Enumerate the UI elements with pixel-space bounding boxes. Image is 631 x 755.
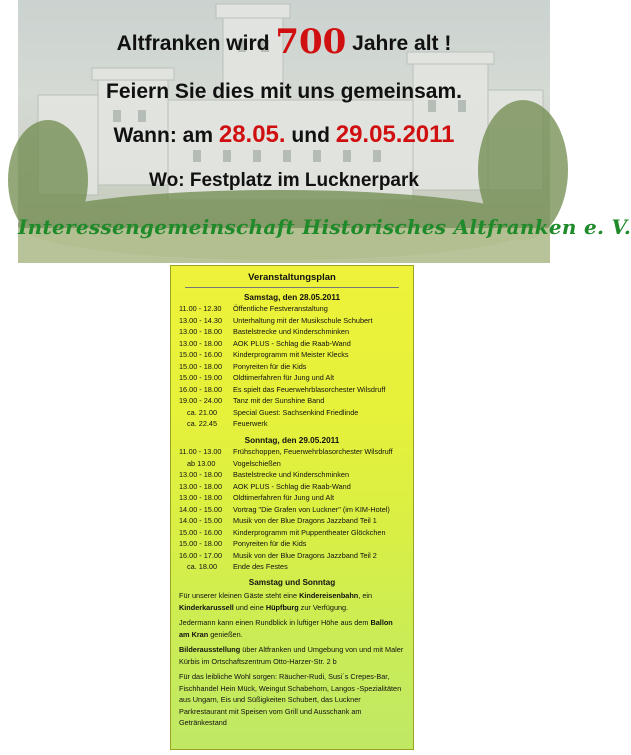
schedule-activity: Bastelstrecke und Kinderschminken [233,327,349,336]
schedule-time: ab 13.00 [187,458,216,468]
schedule-row [179,481,405,493]
text-part: zur Verfügung. [298,602,349,612]
schedule-activity: Ende des Festes [233,562,288,571]
schedule-time: 13.00 - 18.00 [179,481,223,491]
schedule-row [179,349,405,361]
schedule-activity: Kinderprogramm mit Puppentheater Glöckchen [233,527,386,537]
schedule-time: 16.00 - 17.00 [179,550,223,560]
anniversary-number: 700 [275,22,347,62]
schedule-row [179,458,405,470]
text-bold: Kindereisenbahn [299,591,359,600]
schedule-time: 11.00 - 12.30 [179,304,222,313]
headline-suffix: Jahre alt ! [346,32,452,55]
schedule-activity: Ponyreiten für die Kids [233,539,307,548]
date-saturday: 28.05. [218,121,286,148]
schedule-row [179,384,405,396]
schedule-time: 15.00 - 16.00 [179,350,223,359]
plan-title: Veranstaltungsplan [185,272,399,288]
schedule-time: 15.00 - 16.00 [179,527,223,537]
text-part: und eine [233,602,266,612]
text-part: genießen. [208,629,243,639]
organizer-name: Interessengemeinschaft Historisches Altfranken e. V. [18,215,631,239]
schedule-time: 19.00 - 24.00 [179,396,223,405]
exhibition-text [179,644,405,667]
headline-anniversary [18,22,550,62]
schedule-time: 15.00 - 19.00 [179,373,223,382]
schedule-row [179,361,405,373]
schedule-activity: Musik von der Blue Dragons Jazzband Teil 1 [233,516,377,525]
text-bold: Kinderkarussell [179,602,234,612]
dates-label: Wann: am [113,124,219,147]
schedule-activity: Special Guest: Sachsenkind Friedlinde [233,407,359,417]
schedule-row [179,303,405,315]
schedule-time: 15.00 - 18.00 [179,539,223,548]
schedule-row [179,492,405,504]
schedule-activity: Bastelstrecke und Kinderschminken [233,470,349,479]
schedule-activity: Es spielt das Feuerwehrblasorchester Wilsdruff [233,384,386,394]
text-part: Für unserer kleinen Gäste steht eine [179,591,300,600]
schedule-row [179,469,405,481]
schedule-poster [170,265,414,750]
banner [18,0,631,263]
schedule-row [179,326,405,338]
schedule-row [179,550,405,562]
schedule-row [179,418,405,430]
schedule-activity: Ponyreiten für die Kids [233,361,307,371]
schedule-time: 13.00 - 18.00 [179,338,223,348]
schedule-time: ca. 21.00 [187,407,218,417]
dates-and: und [285,124,336,147]
schedule-time: ca. 22.45 [187,419,218,428]
schedule-time: 14.00 - 15.00 [179,504,223,514]
schedule-activity: Vogelschießen [233,458,281,468]
schedule-time: 13.00 - 18.00 [179,327,223,336]
headline-invitation: Feiern Sie dies mit uns gemeinsam. [106,80,462,103]
schedule-activity: Tanz mit der Sunshine Band [233,396,325,405]
schedule-activity: Oldtimerfahren für Jung und Alt [233,493,334,502]
schedule-time: 13.00 - 18.00 [179,493,223,502]
schedule-activity: Oldtimerfahren für Jung und Alt [233,373,334,382]
schedule-row [179,395,405,407]
sunday-schedule [179,446,405,573]
text-bold: Ballon am Kran [179,618,393,639]
schedule-time: 15.00 - 18.00 [179,361,223,371]
schedule-time: ca. 18.00 [187,562,218,571]
schedule-time: 13.00 - 18.00 [179,470,223,479]
schedule-time: 14.00 - 15.00 [179,516,223,525]
schedule-row [179,561,405,573]
schedule-activity: Vortrag "Die Grafen von Luckner" (im KIM-Hotel) [233,504,390,514]
date-sunday: 29.05.2011 [335,121,455,148]
schedule-activity: Musik von der Blue Dragons Jazzband Teil 2 [233,550,377,560]
schedule-row [179,515,405,527]
schedule-row [179,372,405,384]
schedule-activity: Unterhaltung mit der Musikschule Schubert [233,315,373,325]
schedule-row [179,407,405,419]
schedule-row [179,538,405,550]
catering-text: Für das leibliche Wohl sorgen: Räucher-Rudi, Susi´s Crepes-Bar, Fischhandel Hein Mück, Weingut Schabehorn, Langos -Spezialitäten aus Ungarn, Eis und Süßigkeiten Schubert, das Luckner Parkrestaurant mit Speisen vom Grill und Ausschank am Getränkestand [179,672,402,727]
schedule-time: 13.00 - 14.30 [179,315,223,325]
schedule-row [179,315,405,327]
schedule-activity: AOK PLUS - Schlag die Raab-Wand [233,338,351,348]
both-days-title: Samstag und Sonntag [248,577,336,587]
saturday-schedule [179,303,405,430]
kids-attractions-text [179,590,405,613]
schedule-activity: Kinderprogramm mit Meister Klecks [233,350,349,359]
schedule-time: 11.00 - 13.00 [179,447,222,456]
text-bold: Bilderausstellung [179,645,241,654]
balloon-text [179,617,405,640]
schedule-activity: Frühschoppen, Feuerwehrblasorchester Wilsdruff [233,447,393,456]
sunday-title: Sonntag, den 29.05.2011 [244,435,340,445]
headline-prefix: Altfranken wird [116,32,276,55]
saturday-title: Samstag, den 28.05.2011 [243,292,341,302]
schedule-row [179,338,405,350]
event-dates [18,121,550,149]
schedule-row [179,446,405,458]
schedule-row [179,527,405,539]
schedule-activity: Öffentliche Festveranstaltung [233,304,328,313]
text-part: Jedermann kann einen Rundblick in luftiger Höhe aus dem [179,618,371,627]
text-part: über Altfranken und Umgebung von und mit Maler Kürbis im Ortschaftszentrum Otto-Harzer-Str. 2 b [179,645,404,666]
schedule-row [179,504,405,516]
schedule-activity: AOK PLUS - Schlag die Raab-Wand [233,481,351,491]
text-bold: Hüpfburg [265,602,299,612]
schedule-time: 16.00 - 18.00 [179,384,223,394]
schedule-activity: Feuerwerk [233,419,268,428]
event-location: Wo: Festplatz im Lucknerpark [149,170,419,191]
text-part: , ein [358,591,373,600]
